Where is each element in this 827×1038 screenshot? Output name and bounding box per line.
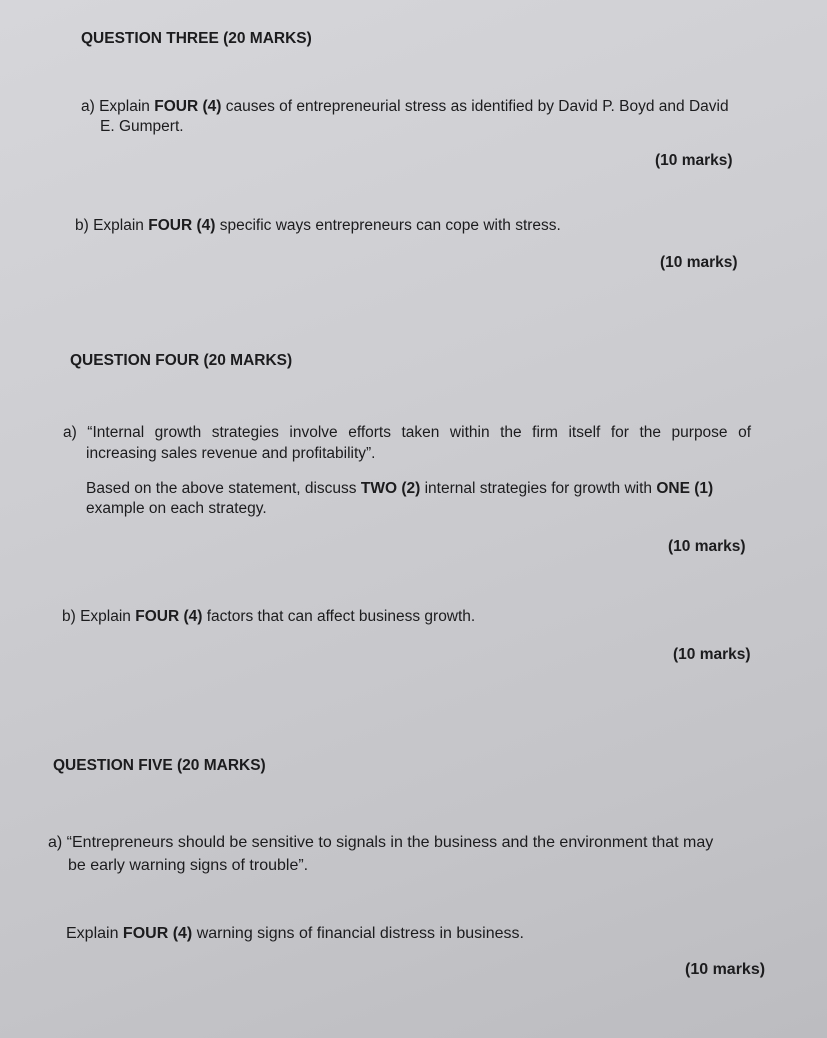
q3-part-b-marks: (10 marks): [660, 254, 738, 271]
q4-part-a-line3: [86, 480, 713, 498]
question-three-heading: QUESTION THREE (20 MARKS): [81, 30, 312, 47]
q4-part-b-marks: (10 marks): [673, 646, 751, 663]
emphasis: FOUR (4): [154, 98, 222, 115]
q3-part-b: [75, 217, 561, 235]
question-five-heading: QUESTION FIVE (20 MARKS): [53, 757, 266, 774]
text: factors that can affect business growth.: [202, 608, 476, 625]
q5-part-a-line3: [66, 925, 524, 943]
text: internal strategies for growth with: [420, 480, 657, 497]
text: a) Explain: [81, 98, 155, 115]
emphasis: FOUR (4): [148, 217, 216, 234]
emphasis: TWO (2): [360, 480, 421, 497]
text: Explain: [66, 925, 123, 942]
text: Based on the above statement, discuss: [86, 480, 361, 497]
text: specific ways entrepreneurs can cope with stress.: [215, 217, 561, 234]
q3-part-a-line1: [81, 98, 729, 116]
q4-part-a-marks: (10 marks): [668, 538, 746, 555]
question-four-heading: QUESTION FOUR (20 MARKS): [70, 352, 293, 369]
q4-part-b: [62, 608, 475, 626]
q5-part-a-line1: a) “Entrepreneurs should be sensitive to signals in the business and the environment that may: [48, 834, 714, 851]
q5-part-a-marks: (10 marks): [685, 961, 766, 978]
text: b) Explain: [62, 608, 136, 625]
q3-part-a-line2: E. Gumpert.: [100, 118, 184, 135]
text: b) Explain: [75, 217, 149, 234]
q3-part-a-marks: (10 marks): [655, 152, 733, 169]
emphasis: FOUR (4): [135, 608, 203, 625]
q5-part-a-line2: be early warning signs of trouble”.: [68, 857, 309, 874]
q4-part-a-line4: example on each strategy.: [86, 500, 267, 517]
text: causes of entrepreneurial stress as identified by David P. Boyd and David: [221, 98, 729, 115]
q4-part-a-line1: a) “Internal growth strategies involve efforts taken within the firm itself for the purpose of: [63, 424, 751, 441]
q4-part-a-line2: increasing sales revenue and profitability”.: [86, 445, 376, 462]
text: warning signs of financial distress in business.: [192, 925, 524, 942]
emphasis: ONE (1): [656, 480, 714, 497]
emphasis: FOUR (4): [122, 925, 193, 942]
